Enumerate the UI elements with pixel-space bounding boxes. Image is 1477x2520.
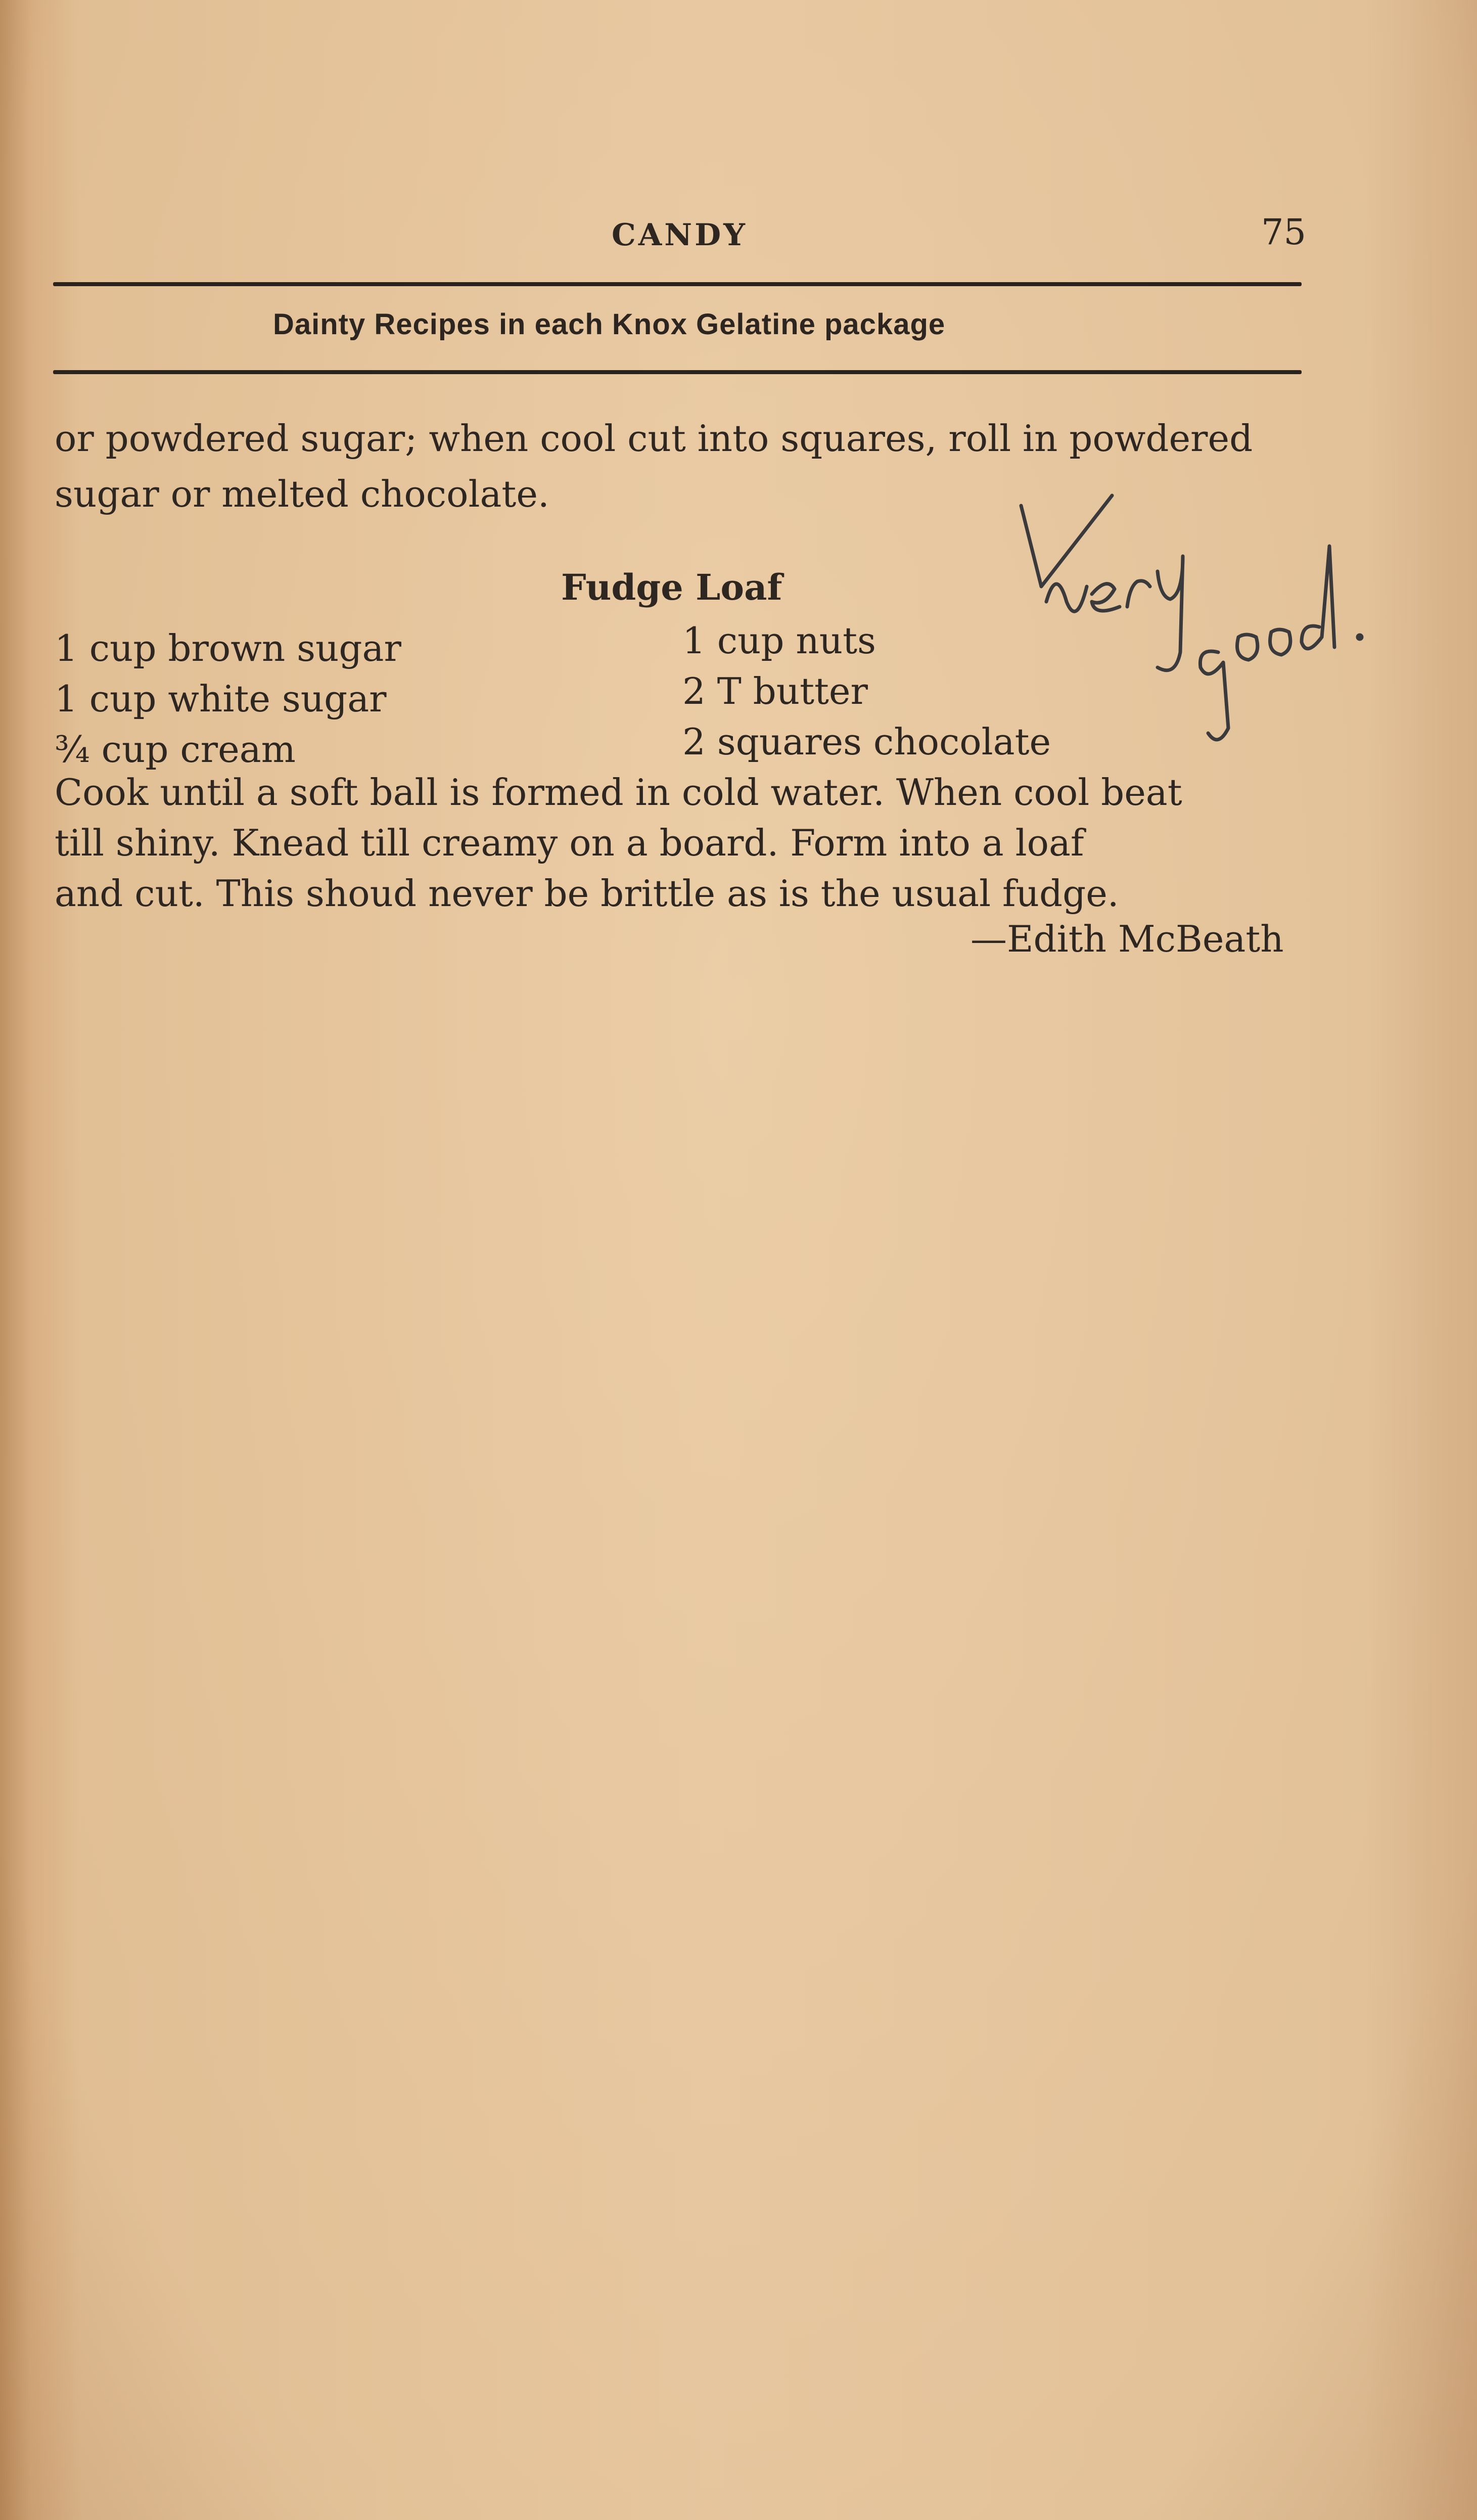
ingredient-left-1: 1 cup brown sugar: [55, 627, 401, 669]
ingredient-right-1: 1 cup nuts: [682, 619, 876, 662]
ingredient-right-2: 2 T butter: [682, 670, 868, 712]
page-number: 75: [1261, 211, 1307, 253]
continuation-line-1: or powdered sugar; when cool cut into squares, roll in powdered: [55, 417, 1253, 460]
ingredient-right-3: 2 squares chocolate: [682, 721, 1051, 763]
header-tagline: Dainty Recipes in each Knox Gelatine package: [273, 308, 946, 341]
header-rule-top: [53, 282, 1302, 286]
directions-line-1: Cook until a soft ball is formed in cold water. When cool beat: [55, 771, 1182, 814]
ingredient-left-2: 1 cup white sugar: [55, 678, 387, 720]
recipe-attribution: —Edith McBeath: [971, 918, 1284, 960]
handwritten-note: [1006, 485, 1400, 748]
recipe-title: Fudge Loaf: [561, 566, 782, 608]
section-title: CANDY: [612, 217, 748, 253]
continuation-line-2: sugar or melted chocolate.: [55, 473, 549, 515]
header-rule-bottom: [53, 370, 1302, 374]
ingredient-left-3: ¾ cup cream: [55, 728, 296, 771]
directions-line-3: and cut. This shoud never be brittle as is the usual fudge.: [55, 872, 1119, 915]
directions-line-2: till shiny. Knead till creamy on a board. Form into a loaf: [55, 822, 1084, 864]
